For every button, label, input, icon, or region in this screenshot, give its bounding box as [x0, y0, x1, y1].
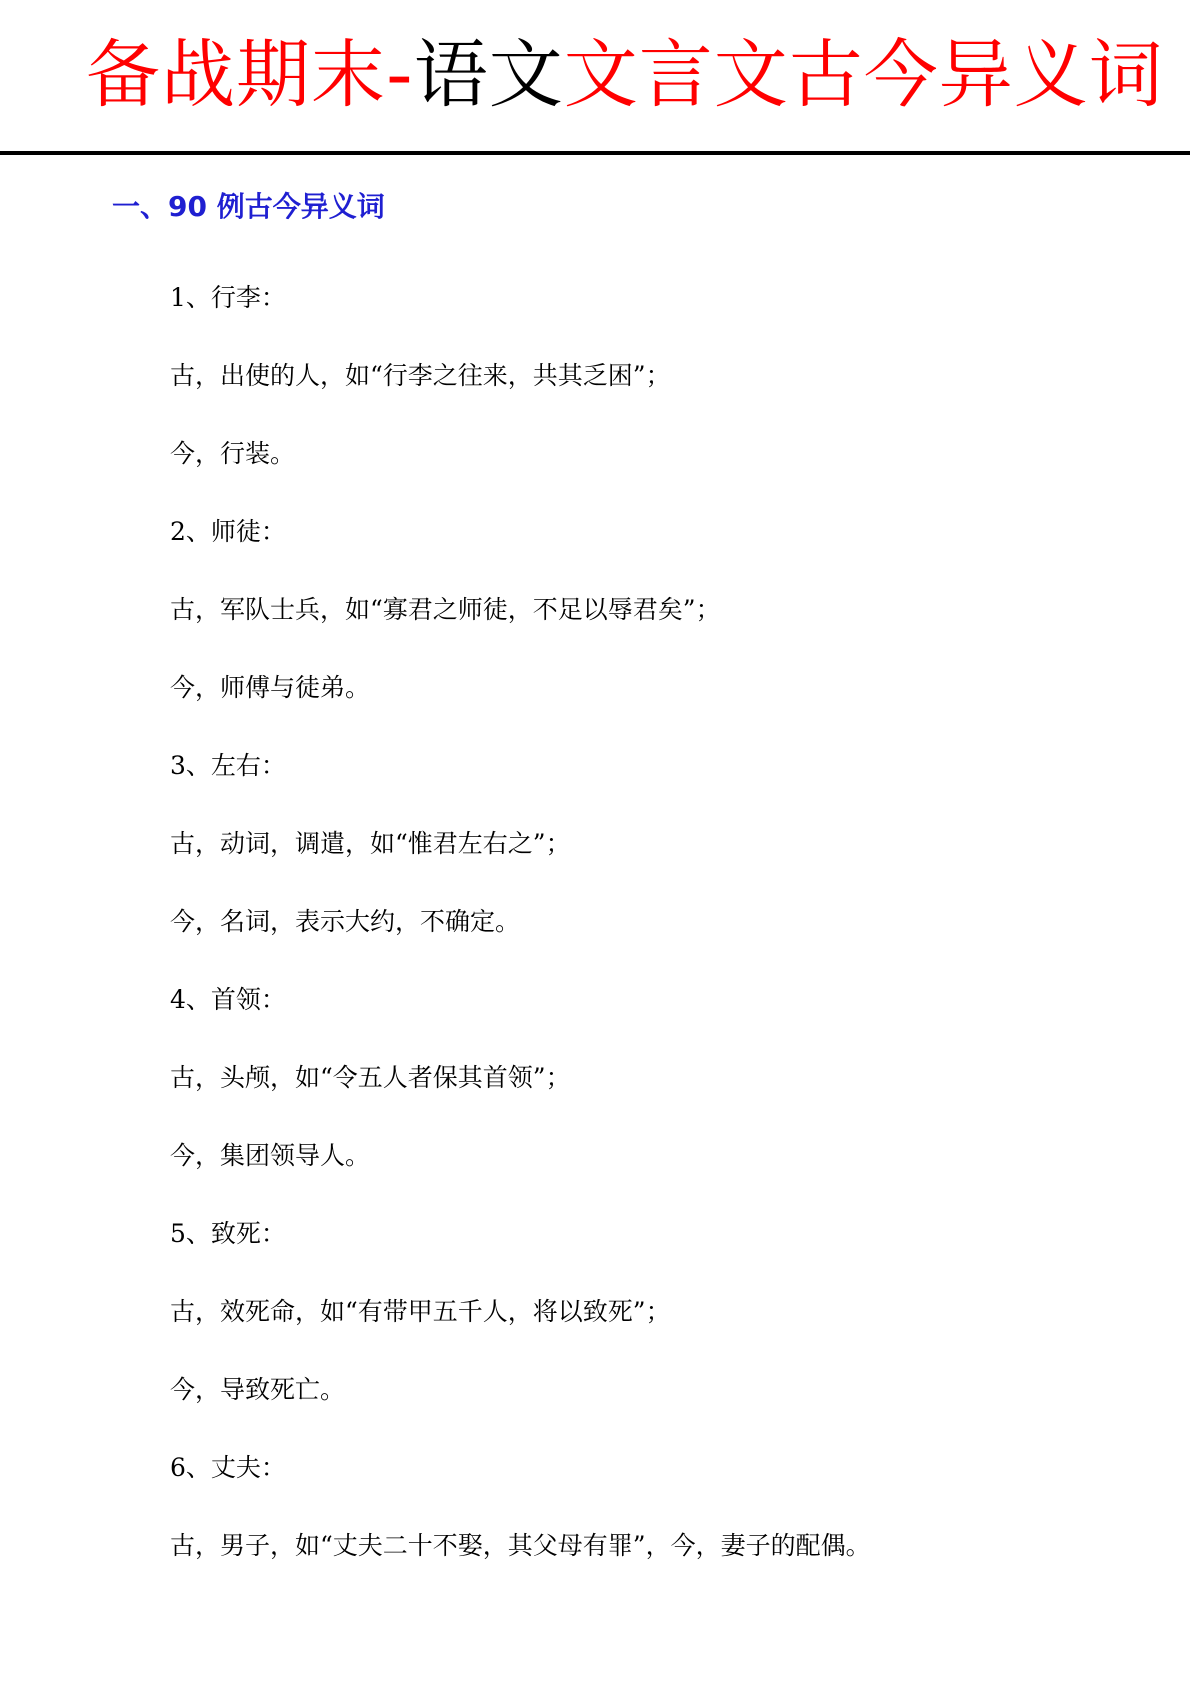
title-part-topic: 文言文古今异义词 — [563, 32, 1164, 118]
entry-ancient-meaning: 古，动词，调遣，如“惟君左右之”； — [170, 829, 571, 858]
document-header — [0, 0, 1190, 155]
header-divider — [0, 151, 1190, 155]
title-part-exam: 备战期末- — [86, 32, 414, 118]
entry-term: 4、首领： — [170, 985, 286, 1014]
entry-modern-meaning: 今，导致死亡。 — [170, 1375, 346, 1404]
entry-ancient-meaning: 古，出使的人，如“行李之往来，共其乏困”； — [170, 361, 671, 390]
entry-modern-meaning: 今，集团领导人。 — [170, 1141, 371, 1170]
entry-ancient-meaning: 古，头颅，如“令五人者保其首领”； — [170, 1063, 571, 1092]
entry-list — [170, 278, 1150, 1604]
entry-ancient-meaning: 古，效死命，如“有带甲五千人，将以致死”； — [170, 1297, 671, 1326]
entry-ancient-meaning: 古，男子，如“丈夫二十不娶，其父母有罪”，今，妻子的配偶。 — [170, 1531, 871, 1560]
title-part-subject: 语文 — [413, 32, 564, 118]
entry-term: 1、行李： — [170, 283, 286, 312]
entry-ancient-meaning: 古，军队士兵，如“寡君之师徒，不足以辱君矣”； — [170, 595, 721, 624]
entry-term: 6、丈夫： — [170, 1453, 286, 1482]
entry-term: 2、师徒： — [170, 517, 286, 546]
entry-term: 3、左右： — [170, 751, 286, 780]
section-heading: 一、90 例古今异义词 — [112, 190, 385, 223]
entry-modern-meaning: 今，名词，表示大约，不确定。 — [170, 907, 521, 936]
entry-modern-meaning: 今，行装。 — [170, 439, 296, 468]
entry-term: 5、致死： — [170, 1219, 286, 1248]
document-title — [86, 32, 1164, 118]
entry-modern-meaning: 今，师傅与徒弟。 — [170, 673, 371, 702]
